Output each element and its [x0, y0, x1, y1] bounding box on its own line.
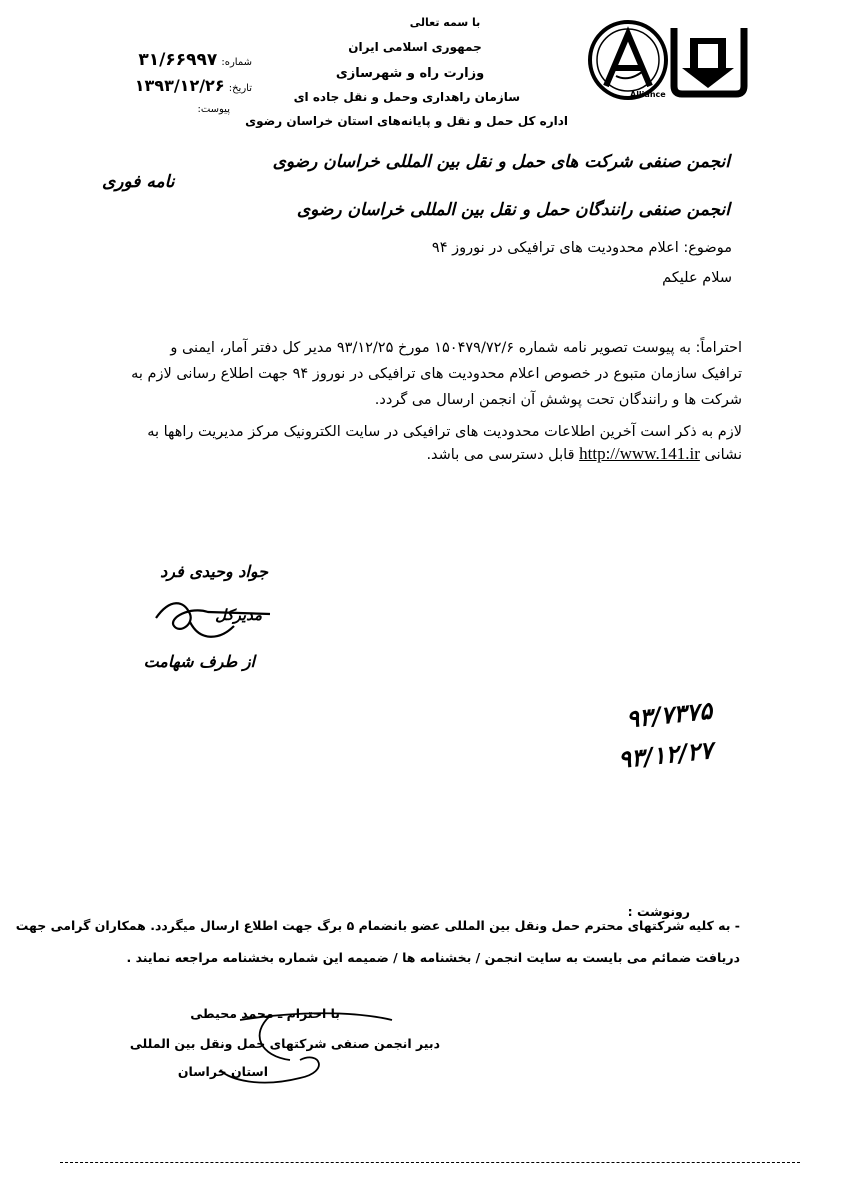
body-line-1: احتراماً: به پیوست تصویر نامه شماره ۱۵۰۴۷۹/۷۲/۶ مورخ ۹۳/۱۲/۲۵ مدیر کل دفتر آمار، ایمنی و [170, 340, 742, 356]
body-line-2: ترافیک سازمان متبوع در خصوص اعلام محدودیت های ترافیکی در نوروز ۹۴ جهت اطلاع رسانی لازم به [131, 366, 742, 382]
basmala: با سمه تعالی [409, 16, 481, 29]
signatory-name: جواد وحیدی فرد [160, 562, 268, 581]
signatory-delegate: از طرف شهامت [143, 652, 255, 671]
signature-scribble [150, 590, 280, 654]
letter-number [138, 50, 252, 70]
body-suffix: قابل دسترسی می باشد. [426, 447, 575, 463]
footer-region: استان خراسان [177, 1064, 268, 1079]
copy-label: رونوشت : [627, 904, 690, 919]
footer-signature-scribble [210, 1000, 430, 1099]
recipient-line-2: انجمن صنفی رانندگان حمل و نقل بین المللی خراسان رضوی [296, 200, 730, 220]
footer-role: دبیر انجمن صنفی شرکتهای حمل ونقل بین المللی [129, 1036, 440, 1051]
logo-caption: Alliance [630, 90, 666, 99]
letter-number-label: شماره: [221, 57, 252, 68]
registration-number: ۹۳/۷۳۷۵ [624, 695, 714, 734]
letter-subject: موضوع: اعلام محدودیت های ترافیکی در نوروز ۹۴ [431, 240, 732, 256]
urgent-note: نامه فوری [102, 172, 175, 192]
body-line-4: لازم به ذکر است آخرین اطلاعات محدودیت های ترافیکی در سایت الکترونیک مرکز مدیریت راهها به [147, 424, 742, 440]
letter-attachment: پیوست: [197, 104, 230, 115]
letter-number-value: ۳۱/۶۶۹۹۷ [138, 50, 218, 70]
signatory-title: مدیرکل [215, 606, 262, 624]
ministry-name: وزارت راه و شهرسازی [335, 66, 485, 81]
copy-line-1: - به کلیه شرکتهای محترم حمل ونقل بین المللی عضو بانضمام ۵ برگ جهت اطلاع ارسال میگردد. همکاران گرامی جهت [15, 918, 740, 933]
organization-name: سازمان راهداری وحمل و نقل جاده ای [293, 90, 520, 104]
body-line-3: شرکت ها و رانندگان تحت پوشش آن انجمن ارسال می گردد. [374, 392, 742, 408]
recipient-line-1: انجمن صنفی شرکت های حمل و نقل بین المللی خراسان رضوی [272, 152, 730, 172]
registration-date: ۹۳/۱۲/۲۷ [616, 735, 715, 774]
organization-logo [586, 16, 756, 106]
directorate-name: اداره کل حمل و نقل و پایانه‌های استان خراسان رضوی [245, 114, 568, 128]
body-line-5 [426, 444, 742, 464]
greeting: سلام علیکم [662, 270, 732, 286]
website-link[interactable]: http://www.141.ir [579, 444, 700, 463]
body-prefix: نشانی [704, 447, 742, 463]
bottom-rule [60, 1162, 800, 1163]
country-name: جمهوری اسلامی ایران [348, 40, 482, 54]
copy-line-2: دریافت ضمائم می بایست به سایت انجمن / بخشنامه ها / ضمیمه این شماره بخشنامه مراجعه نمایند . [126, 950, 740, 965]
letter-date [135, 76, 252, 95]
letter-date-value: ۱۳۹۳/۱۲/۲۶ [134, 76, 225, 95]
footer-regards: با احترام ـ محمد محیطی [190, 1006, 340, 1021]
letter-date-label: تاریخ: [228, 83, 252, 94]
